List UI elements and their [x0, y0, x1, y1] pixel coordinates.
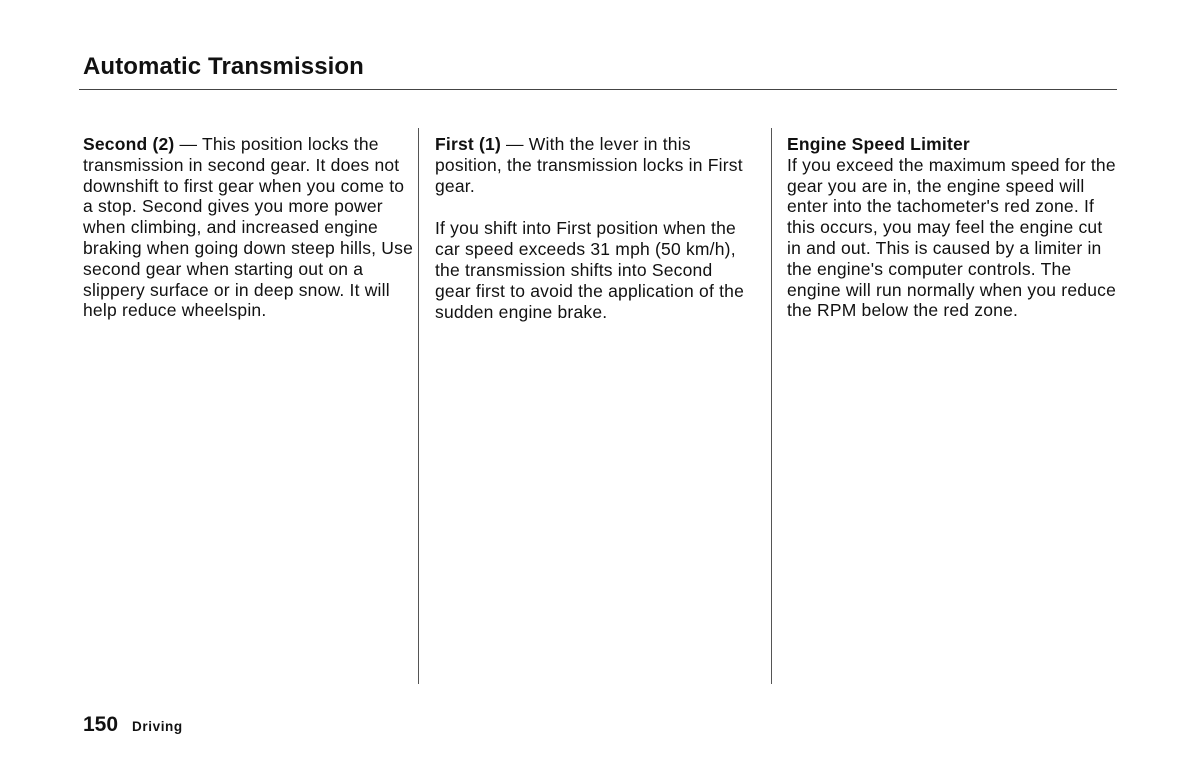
paragraph-first-gear-shift	[435, 218, 753, 322]
column-engine-speed-limiter	[787, 134, 1119, 343]
column-first-gear	[435, 134, 753, 344]
heading-first-gear: First (1)	[435, 134, 501, 154]
text-second-gear: — This position locks the transmission in second gear. It does not downshift to first gear when you come to a stop. Second gives you more power when climbing, and increased engine braking when going down steep hills, Use second gear when starting out on a slippery surface or in deep snow. It will help reduce wheelspin.	[83, 134, 413, 321]
page-title: Automatic Transmission	[83, 53, 364, 80]
section-name: Driving	[132, 719, 183, 734]
paragraph-engine-speed-limiter	[787, 134, 1119, 321]
paragraph-second-gear	[83, 134, 413, 321]
heading-engine-speed-limiter: Engine Speed Limiter	[787, 134, 970, 154]
column-second-gear	[83, 134, 413, 343]
heading-second-gear: Second (2)	[83, 134, 175, 154]
page-number: 150	[83, 713, 119, 736]
text-first-gear-shift: If you shift into First position when the car speed exceeds 31 mph (50 km/h), the transmission shifts into Second gear first to avoid the application of the sudden engine brake.	[435, 218, 745, 322]
paragraph-first-gear	[435, 134, 753, 196]
column-divider-1	[418, 128, 419, 684]
column-divider-2	[771, 128, 772, 684]
page-footer	[83, 713, 183, 737]
title-rule	[79, 89, 1117, 90]
text-first-gear: — With the lever in this position, the transmission locks in First gear.	[435, 134, 743, 196]
text-engine-speed-limiter: If you exceed the maximum speed for the gear you are in, the engine speed will enter into the tachometer's red zone. If this occurs, you may feel the engine cut in and out. This is caused by a limiter in the engine's computer controls. The engine will run normally when you reduce the RPM below the red zone.	[787, 154, 1117, 321]
